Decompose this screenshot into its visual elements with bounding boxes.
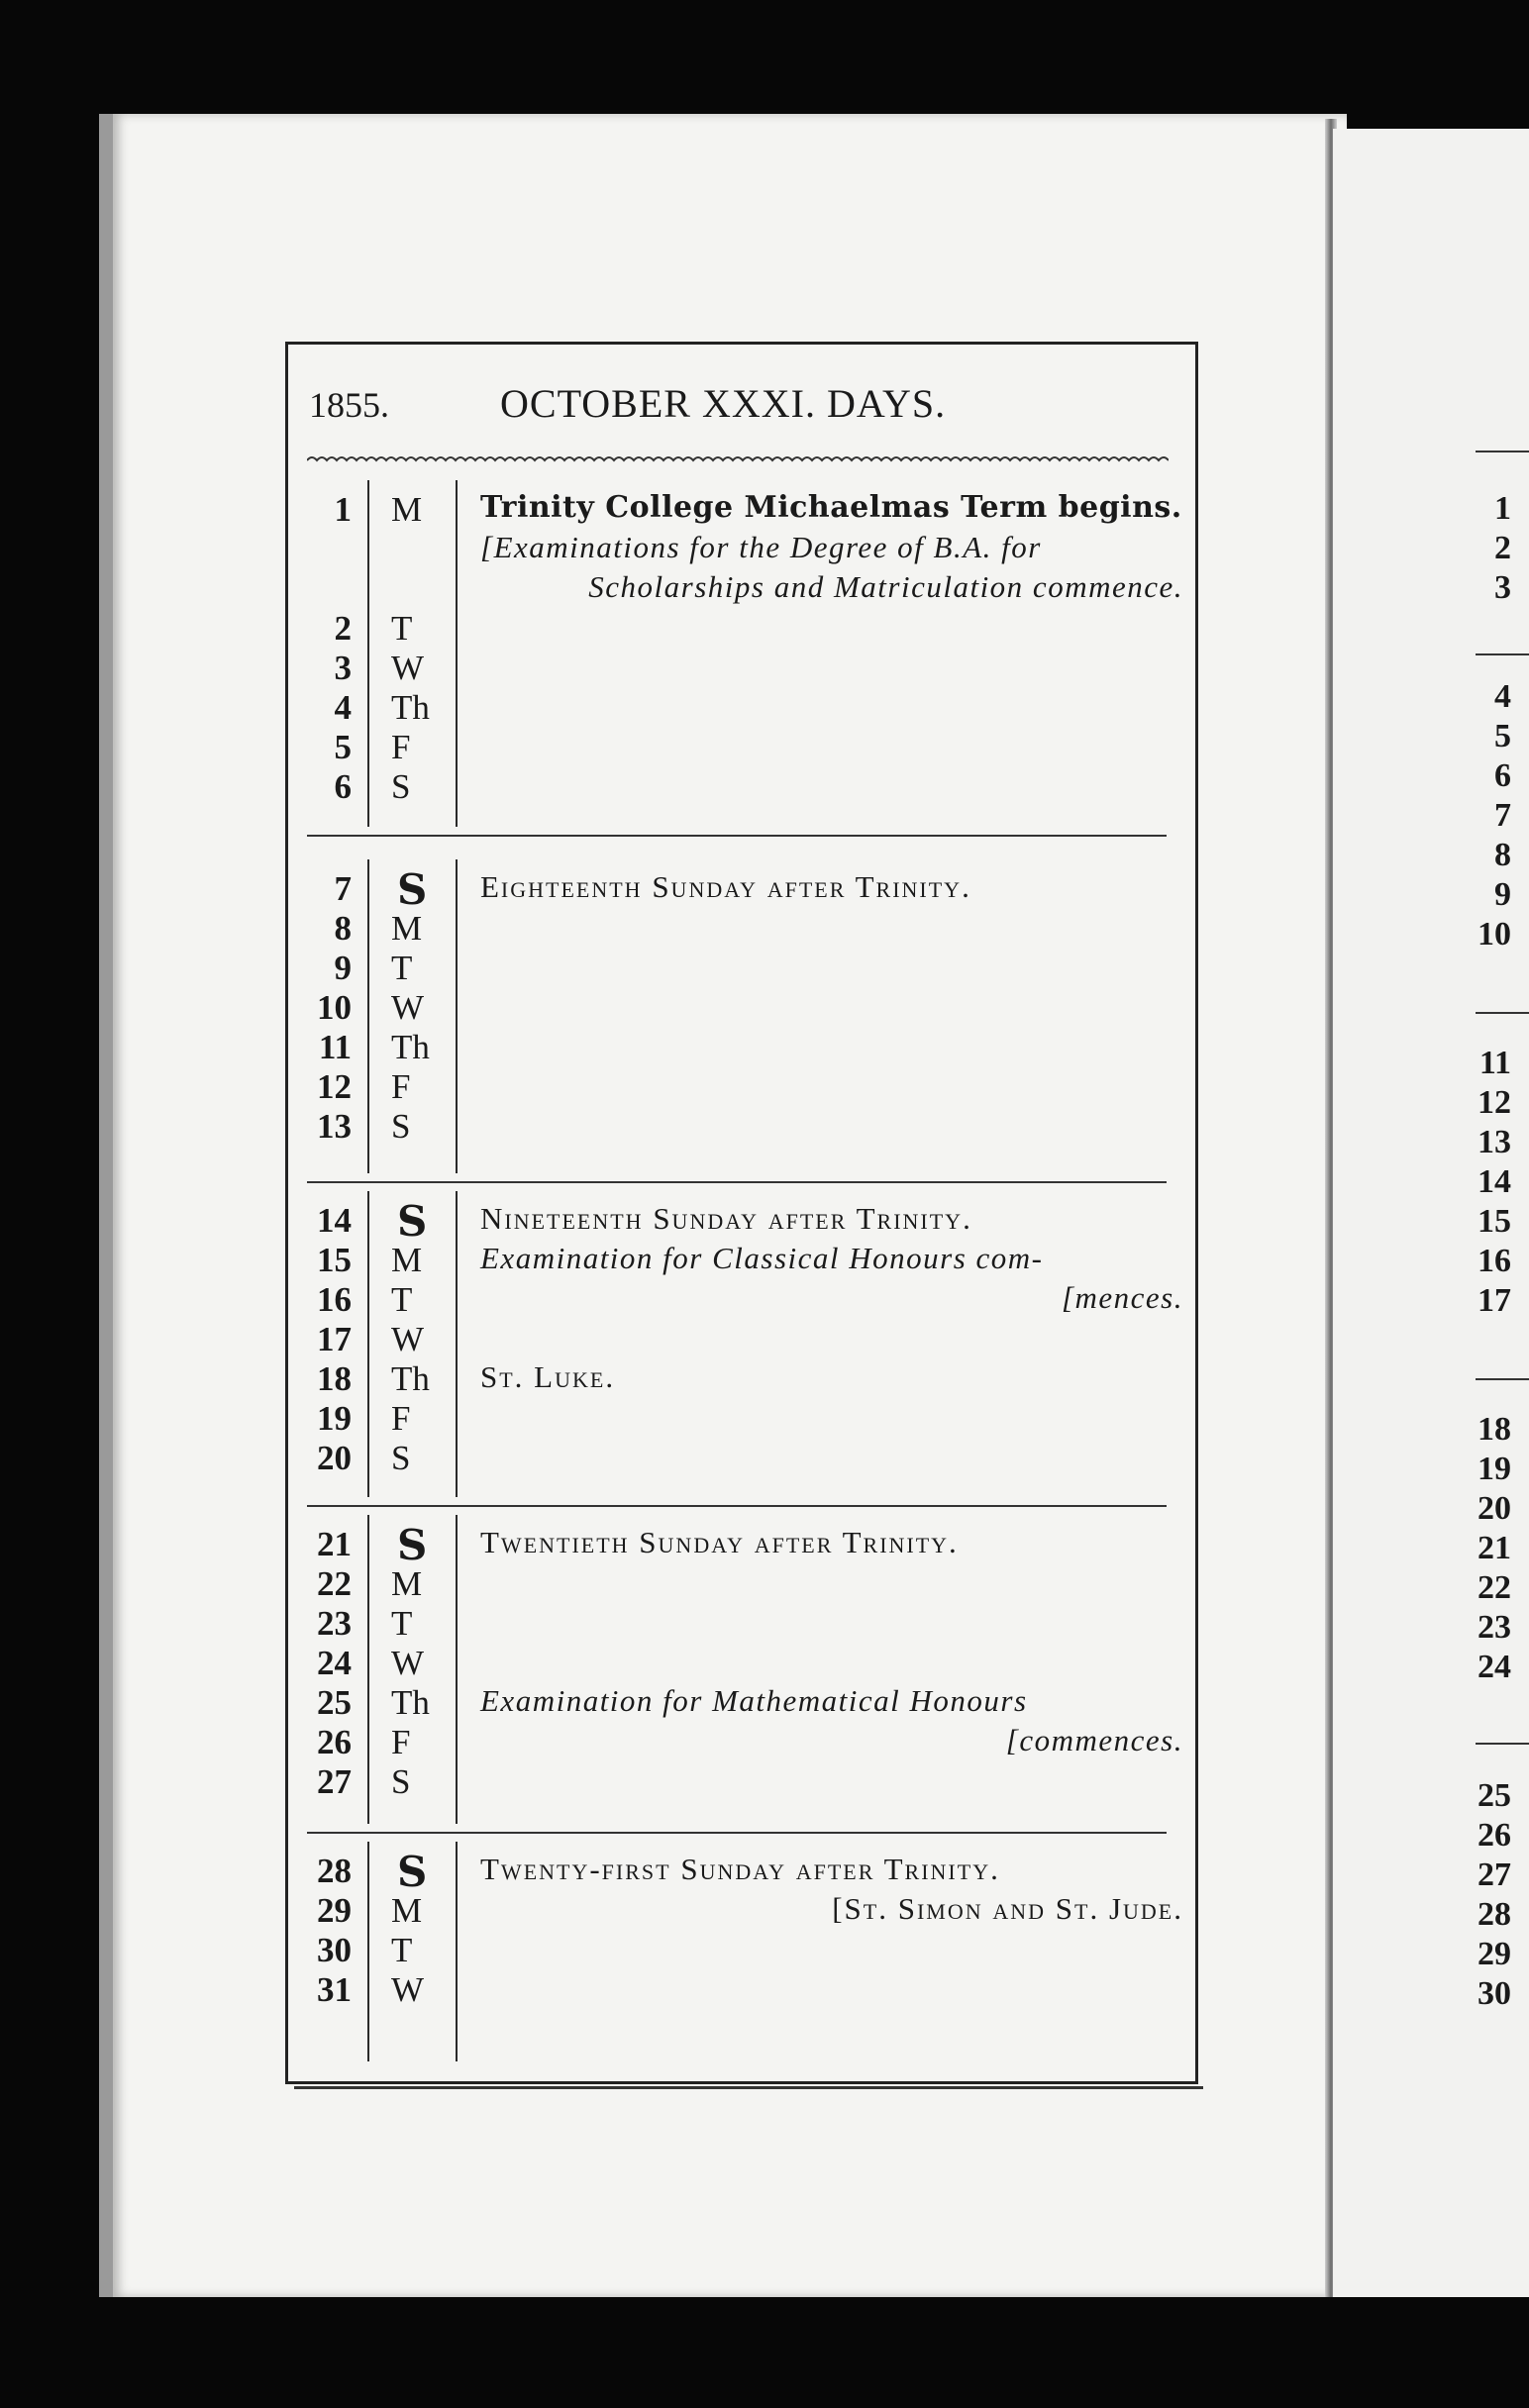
calendar-row bbox=[302, 1107, 1183, 1147]
week-block bbox=[302, 1848, 1183, 2010]
calendar-row bbox=[302, 609, 1183, 649]
facing-page-rule bbox=[1476, 451, 1529, 452]
weekday-letter: W bbox=[391, 1970, 425, 2009]
day-number: 11 bbox=[318, 1028, 352, 1066]
calendar-row bbox=[302, 490, 1183, 530]
weekday-letter: M bbox=[391, 1241, 423, 1279]
calendar-row bbox=[302, 1762, 1183, 1802]
facing-day-number: 9 bbox=[1494, 876, 1511, 913]
weekday-letter: F bbox=[391, 1067, 411, 1106]
day-number: 16 bbox=[317, 1280, 352, 1319]
weekday-letter: M bbox=[391, 490, 423, 529]
event-text: [Examinations for the Degree of B.A. for bbox=[480, 530, 1042, 564]
day-number: 9 bbox=[334, 949, 352, 987]
weekday-letter: S bbox=[391, 1107, 411, 1146]
day-number: 29 bbox=[317, 1891, 352, 1930]
weekday-letter: T bbox=[391, 609, 413, 648]
calendar-row bbox=[302, 1521, 1183, 1569]
event-text: [St. Simon and St. Jude. bbox=[832, 1891, 1183, 1926]
calendar-row bbox=[302, 1197, 1183, 1246]
calendar-row bbox=[302, 1028, 1183, 1067]
calendar-row bbox=[302, 1359, 1183, 1399]
weekday-letter: Th bbox=[391, 1028, 430, 1066]
weekday-letter: S bbox=[397, 1197, 428, 1246]
week-block bbox=[302, 1197, 1183, 1478]
calendar-row bbox=[302, 1723, 1183, 1762]
weekday-letter: Th bbox=[391, 1683, 430, 1722]
weekday-letter: T bbox=[391, 1604, 413, 1643]
facing-day-number: 2 bbox=[1494, 530, 1511, 566]
day-number: 20 bbox=[317, 1439, 352, 1477]
event-text: St. Luke. bbox=[480, 1359, 616, 1394]
weekday-letter: W bbox=[391, 1320, 425, 1358]
calendar-row bbox=[302, 1564, 1183, 1604]
event-text: Nineteenth Sunday after Trinity. bbox=[480, 1201, 972, 1236]
week-block bbox=[302, 490, 1183, 807]
facing-day-number: 15 bbox=[1478, 1203, 1511, 1240]
facing-day-number: 8 bbox=[1494, 837, 1511, 873]
weekday-letter: T bbox=[391, 949, 413, 987]
weekday-letter: M bbox=[391, 909, 423, 948]
calendar-row bbox=[302, 865, 1183, 914]
calendar-row bbox=[302, 1280, 1183, 1320]
facing-day-number: 28 bbox=[1478, 1896, 1511, 1933]
weekday-letter: S bbox=[391, 1762, 411, 1801]
facing-page-rule bbox=[1476, 1012, 1529, 1014]
event-text: Examination for Classical Honours com- bbox=[480, 1241, 1044, 1275]
day-number: 2 bbox=[334, 609, 352, 648]
day-number: 26 bbox=[317, 1723, 352, 1761]
facing-page-rule bbox=[1476, 1378, 1529, 1380]
day-number: 4 bbox=[334, 688, 352, 727]
day-number: 24 bbox=[317, 1644, 352, 1682]
event-text: Trinity College Michaelmas Term begins. bbox=[480, 490, 1182, 525]
event-text: Scholarships and Matriculation commence. bbox=[588, 569, 1183, 604]
facing-day-number: 10 bbox=[1478, 916, 1511, 953]
weekday-letter: F bbox=[391, 1723, 411, 1761]
weekday-letter: W bbox=[391, 1644, 425, 1682]
facing-page-rule bbox=[1476, 1743, 1529, 1745]
calendar-row bbox=[302, 1644, 1183, 1683]
weekday-letter: S bbox=[391, 767, 411, 806]
month-title: OCTOBER XXXI. DAYS. bbox=[500, 381, 947, 426]
week-divider-rule bbox=[307, 1505, 1167, 1507]
weekday-letter: M bbox=[391, 1564, 423, 1603]
day-number: 7 bbox=[334, 869, 352, 908]
facing-day-number: 5 bbox=[1494, 718, 1511, 754]
weekday-letter: Th bbox=[391, 688, 430, 727]
facing-day-number: 24 bbox=[1478, 1649, 1511, 1685]
calendar-row bbox=[302, 1439, 1183, 1478]
weekday-letter: W bbox=[391, 988, 425, 1027]
calendar-row bbox=[302, 1683, 1183, 1723]
facing-day-number: 7 bbox=[1494, 797, 1511, 834]
event-text: Eighteenth Sunday after Trinity. bbox=[480, 869, 971, 904]
facing-day-number: 30 bbox=[1478, 1975, 1511, 2012]
year-label: 1855. bbox=[309, 385, 389, 425]
wavy-divider bbox=[307, 451, 1169, 470]
calendar-row bbox=[302, 649, 1183, 688]
day-number: 5 bbox=[334, 728, 352, 766]
day-number: 15 bbox=[317, 1241, 352, 1279]
day-number: 27 bbox=[317, 1762, 352, 1801]
weekday-letter: S bbox=[397, 1848, 428, 1896]
event-text: [commences. bbox=[1005, 1723, 1183, 1757]
week-divider-rule bbox=[307, 1832, 1167, 1834]
facing-day-number: 11 bbox=[1478, 1045, 1511, 1081]
facing-page-rule bbox=[1476, 653, 1529, 655]
calendar-row bbox=[302, 1399, 1183, 1439]
calendar-row bbox=[302, 530, 1183, 569]
week-divider-rule bbox=[307, 835, 1167, 837]
day-number: 6 bbox=[334, 767, 352, 806]
facing-day-number: 22 bbox=[1478, 1569, 1511, 1606]
facing-day-number: 1 bbox=[1494, 490, 1511, 527]
day-number: 17 bbox=[317, 1320, 352, 1358]
facing-day-number: 25 bbox=[1478, 1777, 1511, 1814]
day-number: 12 bbox=[317, 1067, 352, 1106]
calendar-row bbox=[302, 728, 1183, 767]
week-block bbox=[302, 865, 1183, 1147]
facing-day-number: 26 bbox=[1478, 1817, 1511, 1854]
event-text: [mences. bbox=[1061, 1280, 1183, 1315]
facing-day-number: 6 bbox=[1494, 757, 1511, 794]
facing-day-number: 3 bbox=[1494, 569, 1511, 606]
calendar-row bbox=[302, 767, 1183, 807]
event-text: Twentieth Sunday after Trinity. bbox=[480, 1525, 959, 1559]
day-number: 30 bbox=[317, 1931, 352, 1969]
calendar-row bbox=[302, 1848, 1183, 1896]
calendar-row bbox=[302, 1604, 1183, 1644]
facing-day-number: 4 bbox=[1494, 678, 1511, 715]
day-number: 21 bbox=[317, 1525, 352, 1563]
calendar-row bbox=[302, 569, 1183, 609]
day-number: 10 bbox=[317, 988, 352, 1027]
weekday-letter: S bbox=[397, 1521, 428, 1569]
day-number: 28 bbox=[317, 1852, 352, 1890]
facing-day-number: 27 bbox=[1478, 1856, 1511, 1893]
facing-day-number: 19 bbox=[1478, 1451, 1511, 1487]
calendar-row bbox=[302, 1931, 1183, 1970]
calendar-row bbox=[302, 909, 1183, 949]
facing-day-number: 16 bbox=[1478, 1243, 1511, 1279]
calendar-row bbox=[302, 688, 1183, 728]
day-number: 19 bbox=[317, 1399, 352, 1438]
event-text: Twenty-first Sunday after Trinity. bbox=[480, 1852, 1000, 1886]
weekday-letter: Th bbox=[391, 1359, 430, 1398]
facing-day-number: 20 bbox=[1478, 1490, 1511, 1527]
facing-day-number: 12 bbox=[1478, 1084, 1511, 1121]
day-number: 18 bbox=[317, 1359, 352, 1398]
day-number: 31 bbox=[317, 1970, 352, 2009]
day-number: 1 bbox=[334, 490, 352, 529]
day-number: 3 bbox=[334, 649, 352, 687]
weekday-letter: M bbox=[391, 1891, 423, 1930]
calendar-header bbox=[307, 376, 1178, 436]
day-number: 23 bbox=[317, 1604, 352, 1643]
facing-day-number: 18 bbox=[1478, 1411, 1511, 1448]
week-block bbox=[302, 1521, 1183, 1802]
calendar-row bbox=[302, 1891, 1183, 1931]
calendar-row bbox=[302, 1067, 1183, 1107]
weekday-letter: S bbox=[391, 1439, 411, 1477]
event-text: Examination for Mathematical Honours bbox=[480, 1683, 1028, 1718]
weekday-letter: T bbox=[391, 1280, 413, 1319]
week-divider-rule bbox=[307, 1181, 1167, 1183]
calendar-row bbox=[302, 1241, 1183, 1280]
weekday-letter: T bbox=[391, 1931, 413, 1969]
day-number: 13 bbox=[317, 1107, 352, 1146]
facing-day-number: 14 bbox=[1478, 1163, 1511, 1200]
weekday-letter: F bbox=[391, 728, 411, 766]
calendar-row bbox=[302, 1970, 1183, 2010]
facing-day-number: 13 bbox=[1478, 1124, 1511, 1160]
day-number: 8 bbox=[334, 909, 352, 948]
day-number: 22 bbox=[317, 1564, 352, 1603]
calendar-row bbox=[302, 949, 1183, 988]
calendar-row bbox=[302, 1320, 1183, 1359]
day-number: 25 bbox=[317, 1683, 352, 1722]
facing-day-number: 21 bbox=[1478, 1530, 1511, 1566]
day-number: 14 bbox=[317, 1201, 352, 1240]
facing-day-number: 17 bbox=[1478, 1282, 1511, 1319]
calendar-row bbox=[302, 988, 1183, 1028]
facing-day-number: 23 bbox=[1478, 1609, 1511, 1646]
facing-day-number: 29 bbox=[1478, 1936, 1511, 1972]
weekday-letter: W bbox=[391, 649, 425, 687]
weekday-letter: S bbox=[397, 865, 428, 914]
weekday-letter: F bbox=[391, 1399, 411, 1438]
